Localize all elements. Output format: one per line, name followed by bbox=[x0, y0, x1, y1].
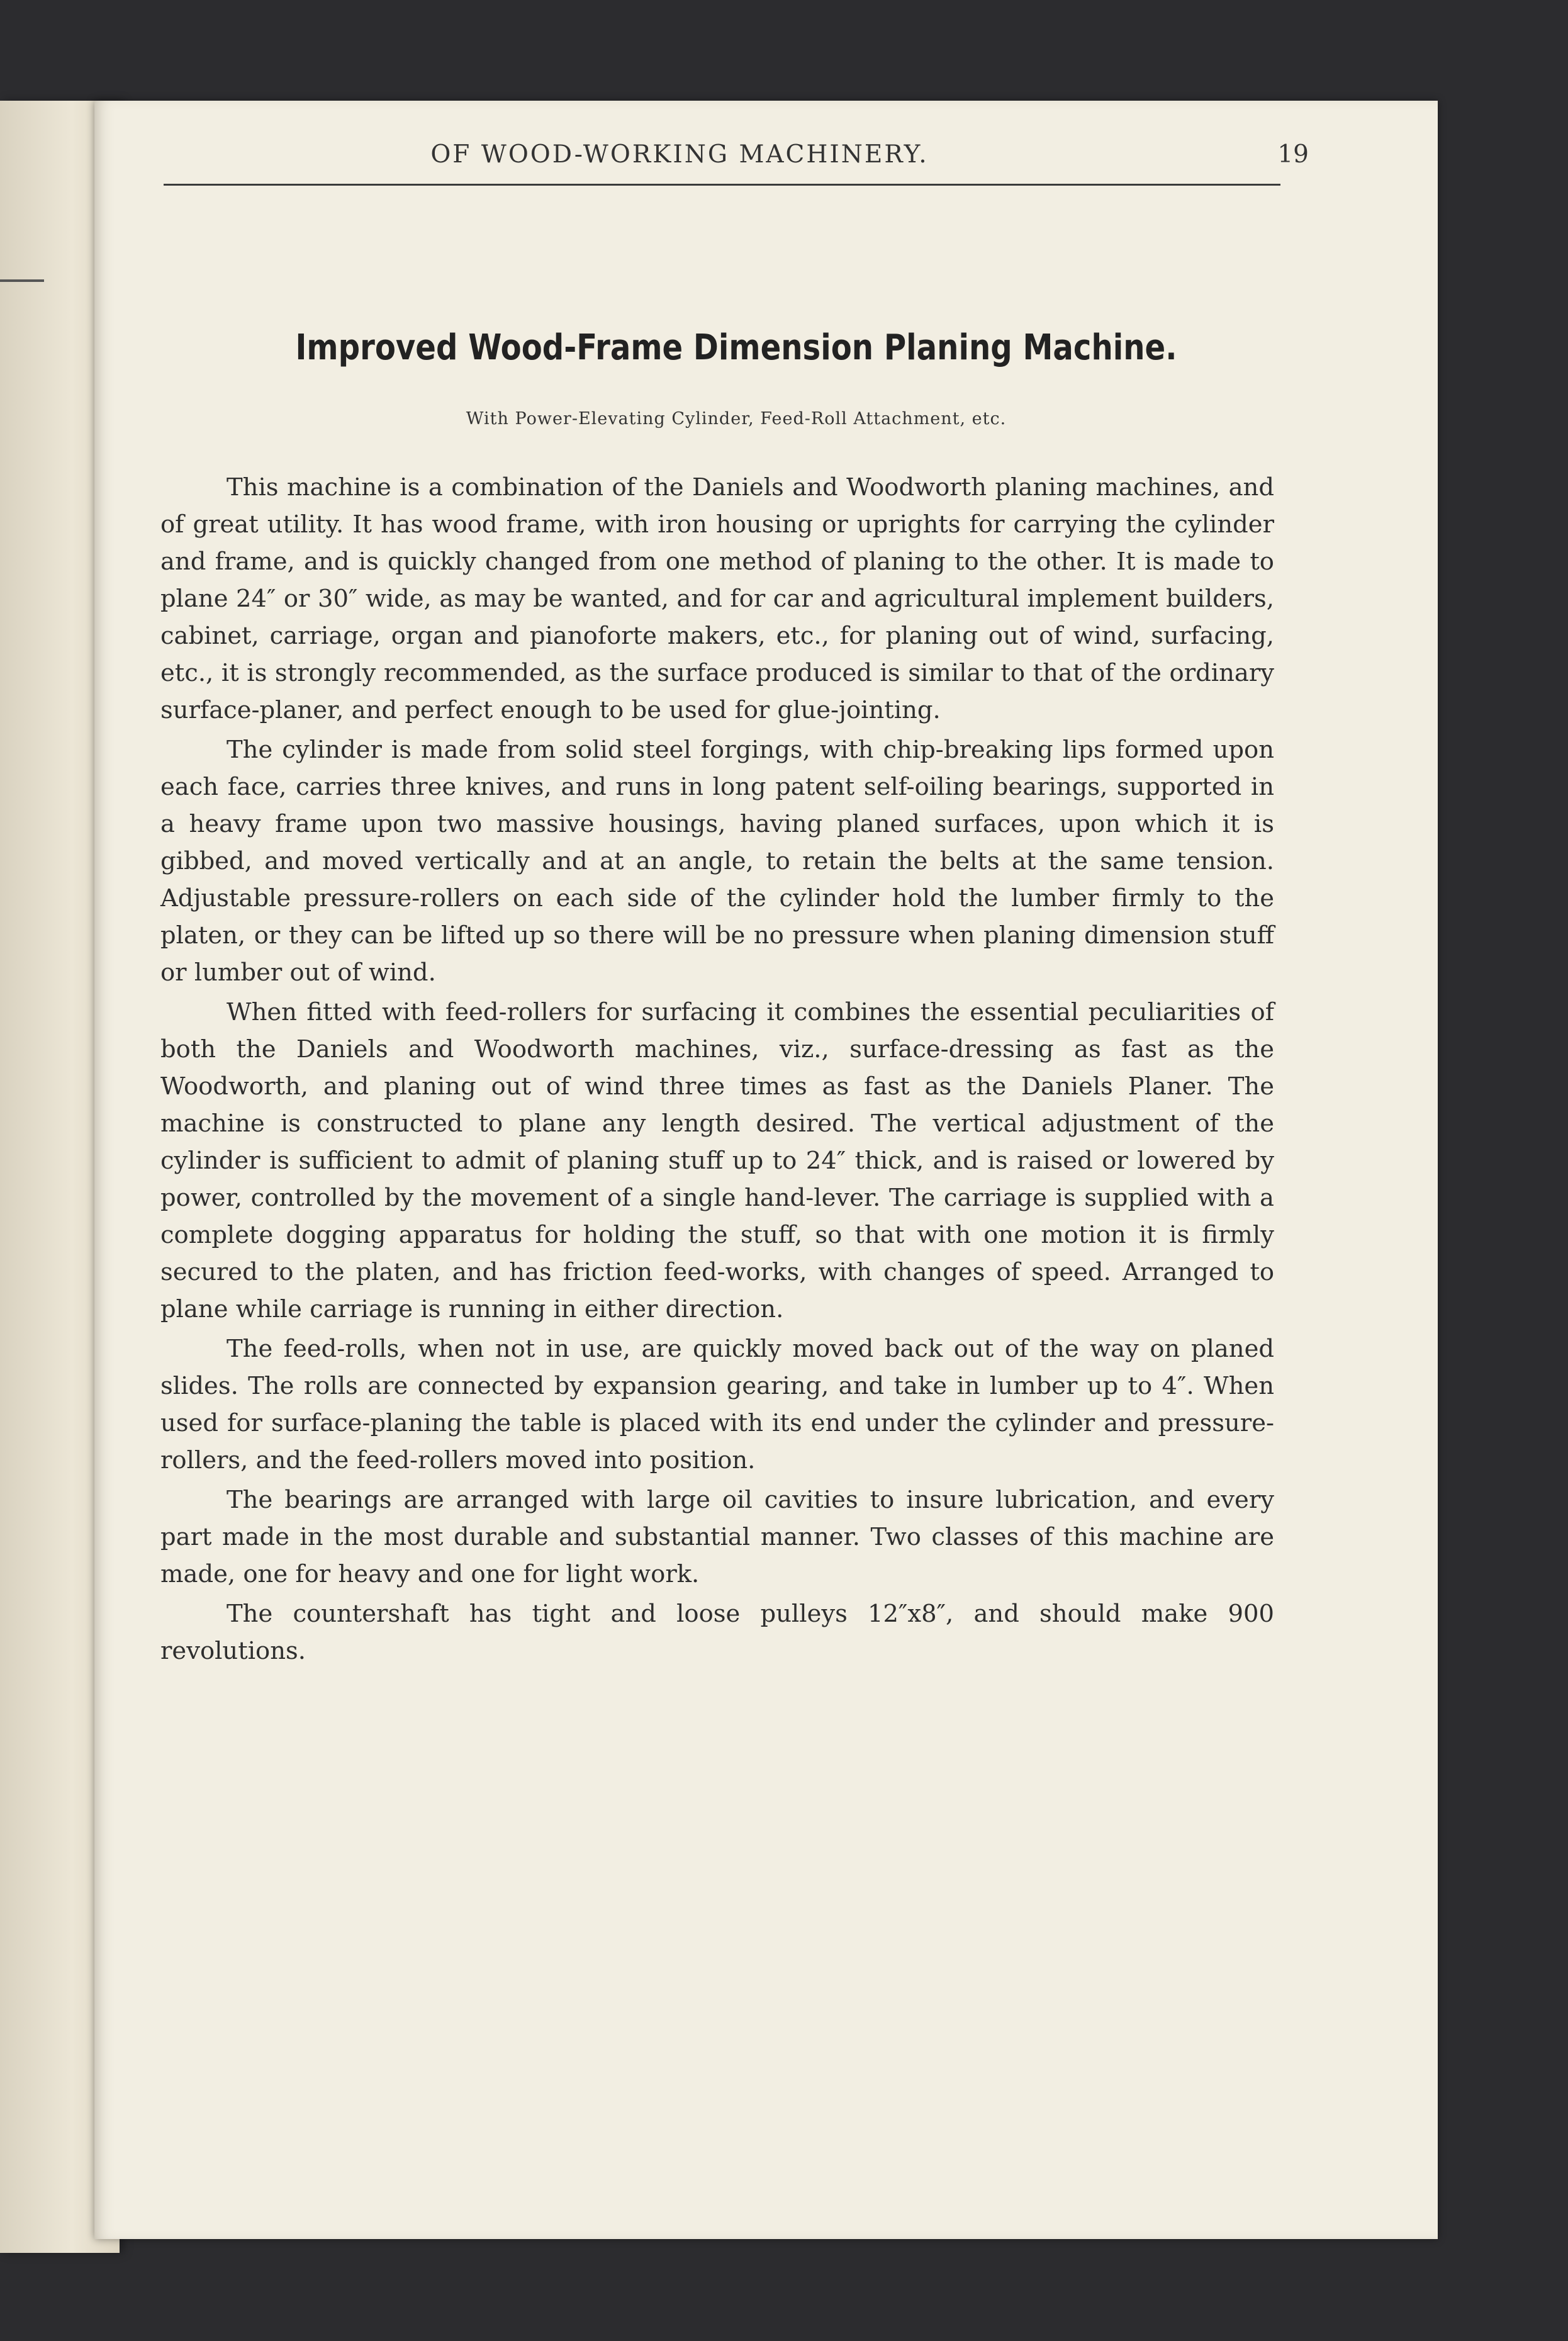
paragraph: The countershaft has tight and loose pulleys 12″x8″, and should make 900 revolutions. bbox=[160, 1600, 1274, 1665]
header-rule bbox=[164, 184, 1280, 186]
running-head bbox=[378, 140, 1309, 178]
paragraph: When fitted with feed-rollers for surfacing it combines the essential peculiarities of both the Daniels and Woodworth machines, viz., surface-dressing as fast as the Woodworth, and planing out of wind three times as fast as the Daniels Planer. The machine is constructed to plane any length desired. The vertical adjustment of the cylinder is sufficient to admit of planing stuff up to 24″ thick, and is raised or lowered by power, controlled by the movement of a single hand-lever. The carriage is supplied with a complete dogging apparatus for holding the stuff, so that with one motion it is firmly secured to the platen, and has friction feed-works, with changes of speed. Arranged to plane while carriage is running in either direction. bbox=[160, 998, 1274, 1323]
previous-page-rule bbox=[0, 279, 44, 282]
article-title: Improved Wood-Frame Dimension Planing Machine. bbox=[295, 327, 1177, 368]
article-subtitle: With Power-Elevating Cylinder, Feed-Roll Attachment, etc. bbox=[466, 409, 1007, 429]
paragraph: The bearings are arranged with large oil cavities to insure lubrication, and every part made in the most durable and substantial manner. Two classes of this machine are made, one for heavy and one for light work. bbox=[160, 1486, 1274, 1588]
running-head-title: OF WOOD-WORKING MACHINERY. bbox=[430, 140, 929, 169]
paragraph: This machine is a combination of the Daniels and Woodworth planing machines, and of great utility. It has wood frame, with iron housing or uprights for carrying the cylinder and frame, and is quickly changed from one method of planing to the other. It is made to plane 24″ or 30″ wide, as may be wanted, and for car and agricultural implement builders, cabinet, carriage, organ and pianoforte makers, etc., for planing out of wind, surfacing, etc., it is strongly recommended, as the surface produced is similar to that of the ordinary surface-planer, and perfect enough to be used for glue-jointing. bbox=[160, 473, 1274, 724]
article-body bbox=[160, 469, 1274, 1672]
paragraph: The cylinder is made from solid steel forgings, with chip-breaking lips formed upon each face, carries three knives, and runs in long patent self-oiling bearings, supported in a heavy frame upon two massive housings, having planed surfaces, upon which it is gibbed, and moved vertically and at an angle, to retain the belts at the same tension. Adjustable pressure-rollers on each side of the cylinder hold the lumber firmly to the platen, or they can be lifted up so there will be no pressure when planing dimension stuff or lumber out of wind. bbox=[160, 736, 1274, 987]
page-number: 19 bbox=[1277, 140, 1309, 169]
paragraph: The feed-rolls, when not in use, are quickly moved back out of the way on planed slides. The rolls are connected by expansion gearing, and take in lumber up to 4″. When used for surface-planing the table is placed with its end under the cylinder and pressure-rollers, and the feed-rollers moved into position. bbox=[160, 1335, 1274, 1474]
